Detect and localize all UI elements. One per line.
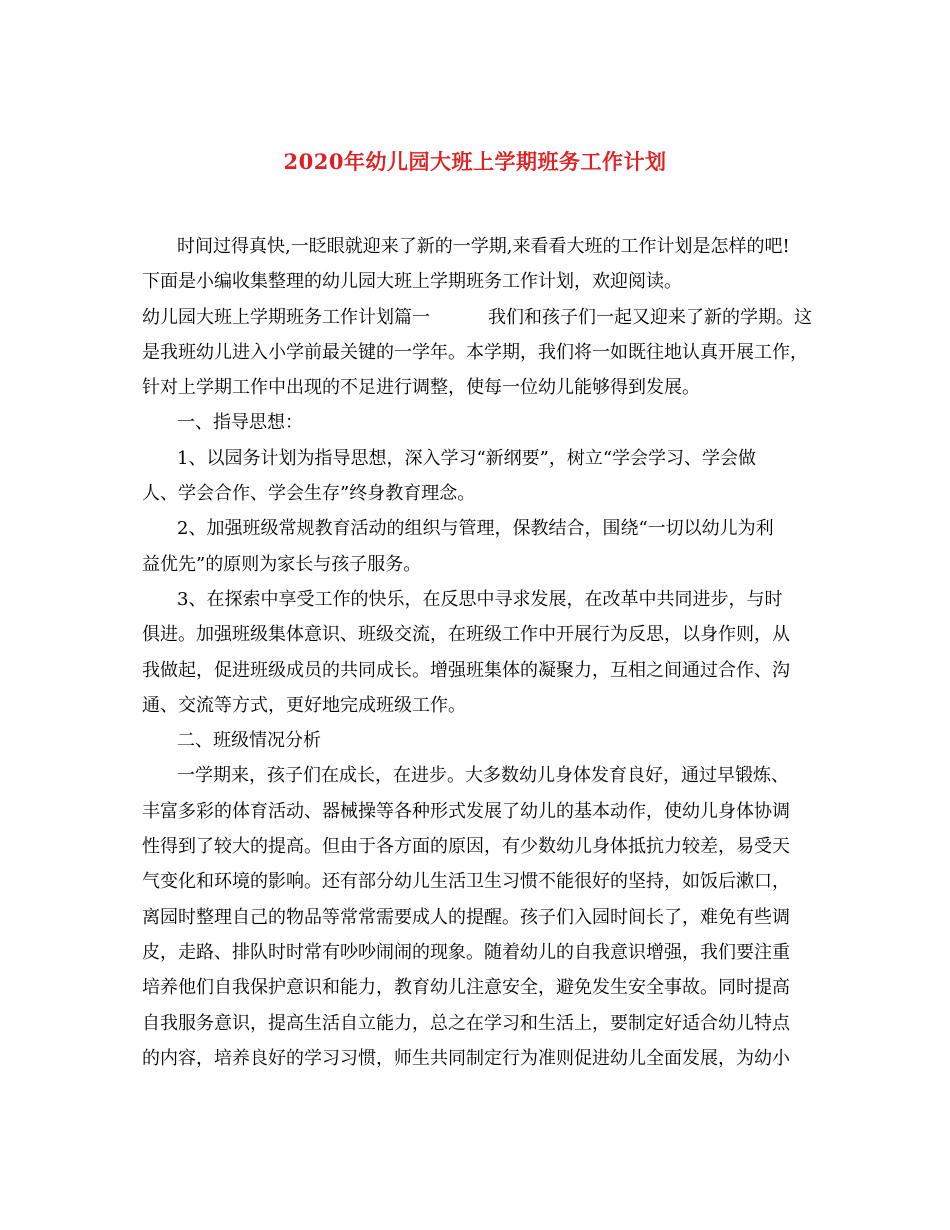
paragraph-line: 丰富多彩的体育活动、器械操等各种形式发展了幼儿的基本动作，使幼儿身体协调 [142, 800, 790, 822]
paragraph-line: 益优先”的原则为家长与孩子服务。 [142, 553, 422, 575]
paragraph-line: 1、以园务计划为指导思想，深入学习“新纲要”，树立“学会学习、学会做 [177, 447, 757, 469]
paragraph-line: 皮，走路、排队时时常有吵吵闹闹的现象。随着幼儿的自我意识增强，我们要注重 [142, 941, 790, 963]
section-heading: 二、班级情况分析 [177, 730, 321, 752]
paragraph-line-combined [142, 300, 814, 335]
document-title: 2020年幼儿园大班上学期班务工作计划 [283, 149, 667, 174]
document-body [142, 229, 814, 1076]
paragraph-line: 的内容，培养良好的学习习惯，师生共同制定行为准则促进幼儿全面发展，为幼小 [142, 1047, 790, 1069]
paragraph-line: 我做起，促进班级成员的共同成长。增强班集体的凝聚力，互相之间通过合作、沟 [142, 659, 790, 681]
paragraph-line: 人、学会合作、学会生存”终身教育理念。 [142, 483, 476, 505]
paragraph-line: 性得到了较大的提高。但由于各方面的原因，有少数幼儿身体抵抗力较差，易受天 [142, 836, 790, 858]
paragraph-line: 是我班幼儿进入小学前最关键的一学年。本学期，我们将一如既往地认真开展工作， [142, 341, 808, 363]
paragraph-line: 时间过得真快,一眨眼就迎来了新的一学期,来看看大班的工作计划是怎样的吧! [177, 236, 790, 257]
paragraph-line: 俱进。加强班级集体意识、班级交流，在班级工作中开展行为反思，以身作则，从 [142, 624, 790, 646]
paragraph-line: 2、加强班级常规教育活动的组织与管理，保教结合，围绕“一切以幼儿为利 [177, 518, 774, 540]
paragraph-line: 通、交流等方式，更好地完成班级工作。 [142, 694, 466, 716]
paragraph-line: 气变化和环境的影响。还有部分幼儿生活卫生习惯不能很好的坚持，如饭后漱口， [142, 871, 790, 893]
paragraph-line: 针对上学期工作中出现的不足进行调整，使每一位幼儿能够得到发展。 [142, 377, 700, 399]
paragraph-line: 下面是小编收集整理的幼儿园大班上学期班务工作计划，欢迎阅读。 [142, 271, 682, 293]
section-heading-text: 幼儿园大班上学期班务工作计划篇一 [142, 306, 430, 328]
section-heading: 一、指导思想： [177, 412, 303, 434]
paragraph-line: 一学期来，孩子们在成长，在进步。大多数幼儿身体发育良好，通过早锻炼、 [177, 765, 789, 787]
paragraph-line: 培养他们自我保护意识和能力，教育幼儿注意安全，避免发生安全事故。同时提高 [142, 977, 790, 999]
paragraph-line: 自我服务意识，提高生活自立能力，总之在学习和生活上，要制定好适合幼儿特点 [142, 1012, 790, 1034]
paragraph-text: 我们和孩子们一起又迎来了新的学期。这 [488, 306, 812, 328]
paragraph-line: 3、在探索中享受工作的快乐，在反思中寻求发展，在改革中共同进步，与时 [177, 588, 783, 610]
paragraph-line: 离园时整理自己的物品等常常需要成人的提醒。孩子们入园时间长了，难免有些调 [142, 906, 790, 928]
